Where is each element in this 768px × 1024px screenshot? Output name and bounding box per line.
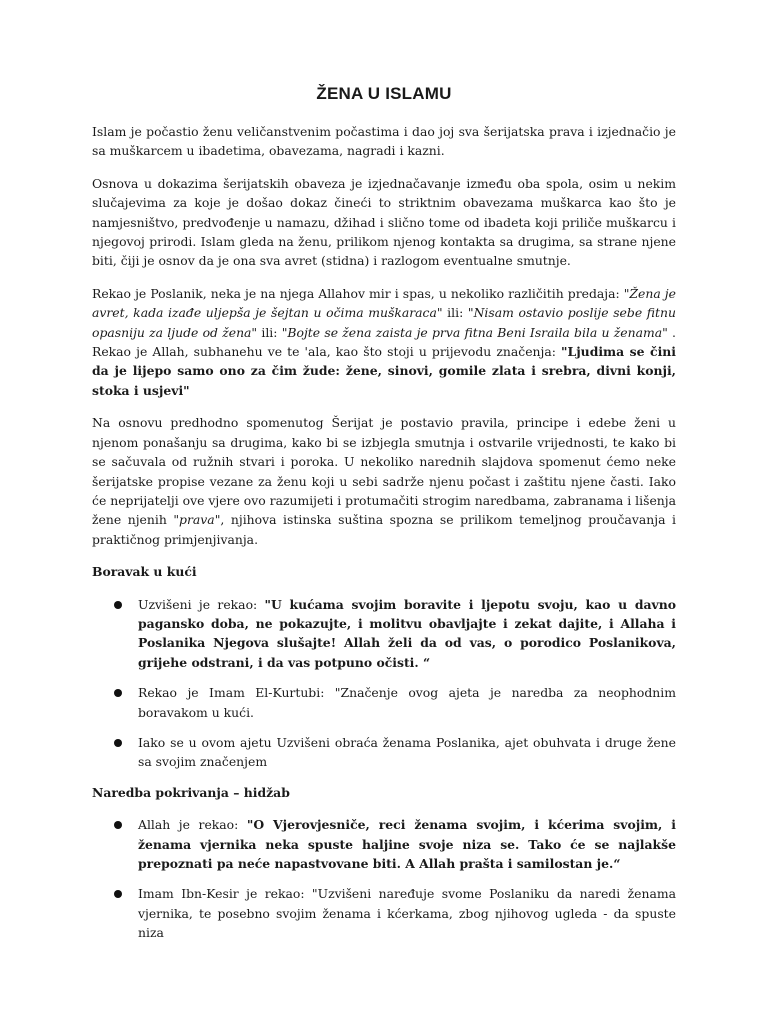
list-item <box>92 683 676 722</box>
list-item <box>92 595 676 673</box>
text-span: . Rekao je Allah, subhanehu ve te 'ala, kao što stoji u prijevodu značenja: <box>92 324 676 360</box>
bullet-icon <box>114 601 122 609</box>
quote-bold: "U kućama svojim boravite i ljepotu svoju, kao u davno pagansko doba, ne pokazujte, i molitvu obavljajte i zekat dajite, i Allaha i Poslanika Njegova slušajte! Allah želi da od vas, o porodico Poslanikova, grijehe odstrani, i da vas potpuno očisti. “ <box>138 596 676 670</box>
quote-italic: "Bojte se žena zaista je prva fitna Beni Israila bila u ženama" <box>281 324 668 340</box>
text-span: Rekao je Poslanik, neka je na njega Allahov mir i spas, u nekoliko različitih predaja: <box>92 285 624 301</box>
bullet-list-boravak <box>92 595 676 772</box>
list-item <box>92 884 676 942</box>
text-span: Uzvišeni je rekao: <box>138 596 265 612</box>
quote-bold: "Ljudima se čini da je lijepo samo ono za čim žude: žene, sinovi, gomile zlata i srebra, divni konji, stoka i usjevi" <box>92 344 676 398</box>
text-span: Allah je rekao: <box>138 817 247 833</box>
bullet-list-hidzab <box>92 815 676 942</box>
bullet-icon <box>114 821 122 829</box>
text-span: ili: <box>442 305 468 321</box>
text-span: Na osnovu predhodno spomenutog Šerijat je postavio pravila, principe i edebe ženi u njenom ponašanju sa drugima, kako bi se izbjegla smutnja i ostvarile vrijednosti, te kako bi se sačuvala od ružnih stvari i poroka. U nekoliko narednih slajdova spomenut ćemo neke šerijatske propise vezane za ženu koji u sebi sadrže njenu počast i zaštitu njene časti. Iako će neprijatelji ove vjere ovo razumijeti i protumačiti strogim naredbama, zabranama i lišenja žene njenih <box>92 415 676 528</box>
bullet-icon <box>114 689 122 697</box>
bullet-icon <box>114 890 122 898</box>
text-span: Iako se u ovom ajetu Uzvišeni obraća ženama Poslanika, ajet obuhvata i druge žene sa svojim značenjem <box>138 734 676 770</box>
paragraph-rules <box>92 413 676 549</box>
section-heading-hidzab: Naredba pokrivanja – hidžab <box>92 784 290 800</box>
quote-italic: "prava" <box>173 512 221 528</box>
page-title: ŽENA U ISLAMU <box>316 84 452 103</box>
bullet-icon <box>114 739 122 747</box>
list-item <box>92 815 676 873</box>
paragraph-hadith-quotes <box>92 284 676 400</box>
paragraph-basis: Osnova u dokazima šerijatskih obaveza je izjednačavanje između oba spola, osim u nekim slučajevima za koje je došao dokaz čineći to striktnim obavezama muškarca kao što je namjesništvo, predvođenje u namazu, džihad i slično tome od ibadeta koji priliče muškarcu i njegovoj prirodi. Islam gleda na ženu, prilikom njenog kontakta sa drugima, sa strane njene biti, čiji je osnov da je ona sva avret (stidna) i razlogom eventualne smutnje. <box>92 175 676 269</box>
text-span: Imam Ibn-Kesir je rekao: "Uzvišeni naređuje svome Poslaniku da naredi ženama vjernika, te posebno svojim ženama i kćerkama, zbog njihovog ugleda - da spuste niza <box>138 886 676 941</box>
quote-italic: "Žena je avret, kada izađe uljepša je šejtan u očima muškaraca" <box>92 285 676 321</box>
quote-italic: "Nisam ostavio poslije sebe fitnu opasniju za ljude od žena" <box>92 305 676 340</box>
quote-bold: "O Vjerovjesniče, reci ženama svojim, i kćerima svojim, i ženama vjernika neka spuste haljine svoje niza se. Tako će se najlakše prepoznati pa neće napastvovane biti. A Allah prašta i samilostan je.“ <box>138 817 676 871</box>
list-item <box>92 733 676 772</box>
document-page <box>92 84 676 954</box>
text-span: ili: <box>257 324 282 340</box>
text-span: Rekao je Imam El-Kurtubi: "Značenje ovog ajeta je naredba za neophodnim boravakom u kući. <box>138 685 676 720</box>
section-heading-boravak: Boravak u kući <box>92 564 197 580</box>
paragraph-intro: Islam je počastio ženu veličanstvenim počastima i dao joj sva šerijatska prava i izjednačio je sa muškarcem u ibadetima, obavezama, nagradi i kazni. <box>92 124 676 159</box>
text-span: , njihova istinska suština spozna se prilikom temeljnog proučavanja i praktičnog primjenjivanja. <box>92 512 676 547</box>
